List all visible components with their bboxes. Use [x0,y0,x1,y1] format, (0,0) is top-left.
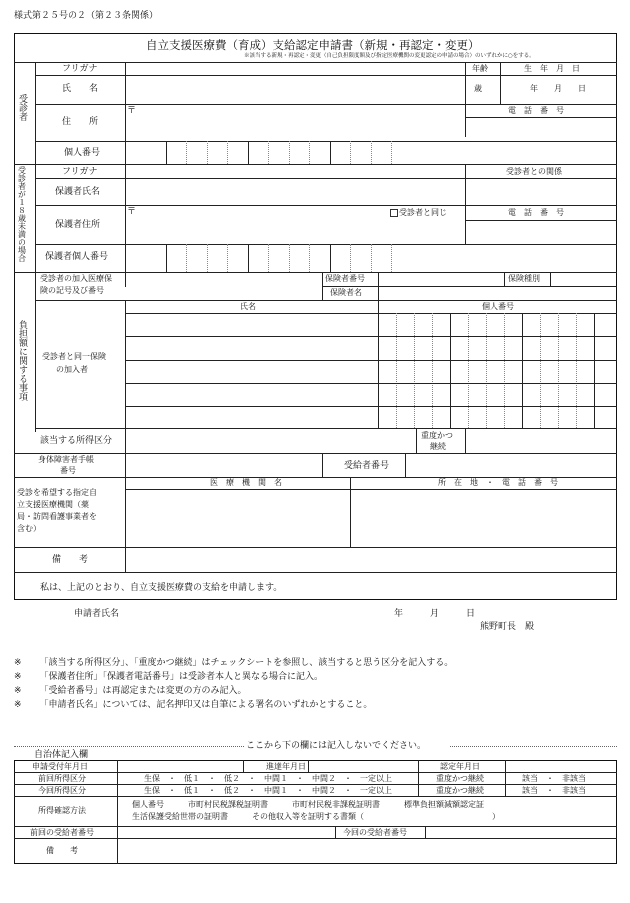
patient-section-label: 受診者 [17,94,27,121]
patient-postal-mark: 〒 [127,106,137,116]
insurance-symbol-label-2: 険の記号及び番号 [40,286,104,295]
office-remarks-label: 備 考 [46,846,78,855]
guardian-address-field[interactable] [126,218,464,243]
prev-income-options: 生保 ・ 低１ ・ 低２ ・ 中間１ ・ 中間２ ・ 一定以上 [144,774,392,783]
severe-continuing-label-1: 重度かつ [421,431,453,440]
curr-severe-label: 重度かつ継続 [436,786,484,795]
patient-furigana-field[interactable] [126,63,464,74]
remarks-label: 備 考 [52,555,89,565]
patient-address-field[interactable] [126,105,464,140]
insurer-name-label: 保険者名 [330,288,362,297]
patient-name-label: 氏 名 [62,84,99,94]
patient-name-field[interactable] [126,76,464,103]
divider-left [14,746,244,747]
insurance-symbol-label-1: 受診者の加入医療保 [40,274,112,283]
insurance-symbol-field[interactable] [126,273,321,299]
prev-severe-label: 重度かつ継続 [436,774,484,783]
severe-continuing-label-2: 継続 [430,442,446,451]
members-name-header: 氏名 [240,302,256,311]
title-note: ※該当する新規・再認定・変更（自己負担限度額及び指定医療機関の変更認定の申請の場合）のいずれかに○をする。 [244,53,535,59]
patient-phone-field[interactable] [466,118,616,137]
declaration-text: 私は、上記のとおり、自立支援医療費の支給を申請します。 [40,583,283,593]
disability-handbook-field[interactable] [126,454,321,476]
disability-handbook-label-2: 番号 [60,466,76,475]
notes-list [14,658,453,714]
prev-income-label: 前回所得区分 [38,774,86,783]
guardian-section-label: 受診者が１８歳未満の場合 [17,166,27,262]
disability-handbook-label-1: 身体障害者手帳 [38,455,94,464]
applicant-name-field[interactable] [130,606,380,622]
curr-recipient-label: 今回の受給者番号 [343,828,407,837]
curr-applicable-options: 該当 ・ 非該当 [522,786,586,795]
form-number: 様式第２５号の２（第２３条関係） [14,11,159,21]
age-field[interactable] [466,76,499,103]
patient-phone-label: 電 話 番 号 [508,106,564,115]
institution-name-field[interactable] [126,490,349,546]
confirm-method-label: 所得確認方法 [38,806,86,815]
same-insurance-label-1: 受診者と同一保険 [42,352,106,361]
note-item: ※ 「該当する所得区分」、「重度かつ継続」はチェックシートを参照し、該当すると思う区分を記入する。 [14,658,454,668]
progress-date-label: 進達年月日 [266,762,306,771]
same-as-patient-checkbox[interactable] [390,208,447,218]
note-item: ※ 「受給者番号」は再認定または変更の方のみ記入。 [14,686,247,696]
recipient-number-field[interactable] [406,454,616,476]
approval-date-label: 認定年月日 [440,762,480,771]
applicant-name-label: 申請者氏名 [74,609,120,619]
insurer-number-label: 保険者番号 [325,274,365,283]
birth-date-label: 生 年 月 日 [524,64,580,73]
severe-continuing-field[interactable] [466,429,616,452]
office-divider-text: ここから下の欄には記入しないでください。 [246,741,427,751]
guardian-relation-label: 受診者との関係 [506,167,562,176]
guardian-phone-label: 電 話 番 号 [508,208,564,217]
age-label: 年齢 [472,64,488,73]
insurer-name-field[interactable] [379,287,616,299]
same-insurance-label-2: の加入者 [56,365,88,374]
guardian-name-field[interactable] [126,179,464,204]
form-title: 自立支援医療費（育成）支給認定申請書（新規・再認定・変更） [146,38,480,52]
insurance-type-label: 保険種別 [508,274,540,283]
burden-section-label: 負担額に関する事項 [17,320,27,401]
institution-label-1: 受診を希望する指定自 [17,488,97,497]
checkbox-icon [390,209,398,217]
institution-address-field[interactable] [351,490,616,546]
income-class-field[interactable] [126,429,415,452]
application-date: 年 月 日 [394,609,476,619]
members-personal-number-header: 個人番号 [482,302,514,311]
guardian-postal-mark: 〒 [127,207,137,217]
confirm-method-line1: 個人番号 市町村民税課税証明書 市町村民税非課税証明書 標準負担額減額認定証 [132,800,484,809]
guardian-furigana-label: フリガナ [62,167,98,177]
note-item: ※ 「保護者住所」「保護者電話番号」は受診者本人と異なる場合に記入。 [14,672,324,682]
received-date-label: 申請受付年月日 [32,762,88,771]
insurer-number-field[interactable] [379,273,503,285]
curr-income-label: 今回所得区分 [38,786,86,795]
institution-label-3: 局・訪問看護事業者を [17,512,97,521]
office-header: 自治体記入欄 [34,750,89,760]
insurance-type-field[interactable] [551,273,616,285]
income-class-label: 該当する所得区分 [40,436,113,446]
guardian-furigana-field[interactable] [126,165,464,176]
patient-personal-number-label: 個人番号 [64,148,101,158]
patient-address-label: 住 所 [62,117,99,127]
mayor-addressee: 熊野町長 殿 [480,622,535,632]
institution-label-4: 含む） [17,524,41,533]
confirm-method-line2: 生活保護受給世帯の証明書 その他収入等を証明する書類（ ） [132,812,500,821]
patient-furigana-label: フリガナ [62,64,98,74]
age-unit: 歳 [474,84,482,93]
curr-income-options: 生保 ・ 低１ ・ 低２ ・ 中間１ ・ 中間２ ・ 一定以上 [144,786,392,795]
recipient-number-label: 受給者番号 [344,461,390,471]
divider-right [450,746,617,747]
same-as-patient-label: 受診者と同じ [399,208,447,217]
remarks-field[interactable] [126,548,616,571]
guardian-relation-field[interactable] [466,179,616,204]
guardian-name-label: 保護者氏名 [55,187,101,197]
birth-date-ymd: 年 月 日 [530,84,586,93]
institution-label-2: 立支援医療機関（薬 [17,500,89,509]
guardian-personal-number-label: 保護者個人番号 [45,252,109,262]
institution-address-header: 所 在 地 ・ 電 話 番 号 [438,478,558,487]
institution-name-header: 医 療 機 関 名 [210,478,282,487]
prev-applicable-options: 該当 ・ 非該当 [522,774,586,783]
prev-recipient-label: 前回の受給者番号 [30,828,94,837]
guardian-phone-field[interactable] [466,221,616,243]
birth-date-field[interactable] [501,76,616,103]
note-item: ※ 「申請者氏名」については、記名押印又は自筆による署名のいずれかとすること。 [14,700,373,710]
same-insurance-members-table[interactable] [126,314,377,427]
guardian-address-label: 保護者住所 [55,220,101,230]
